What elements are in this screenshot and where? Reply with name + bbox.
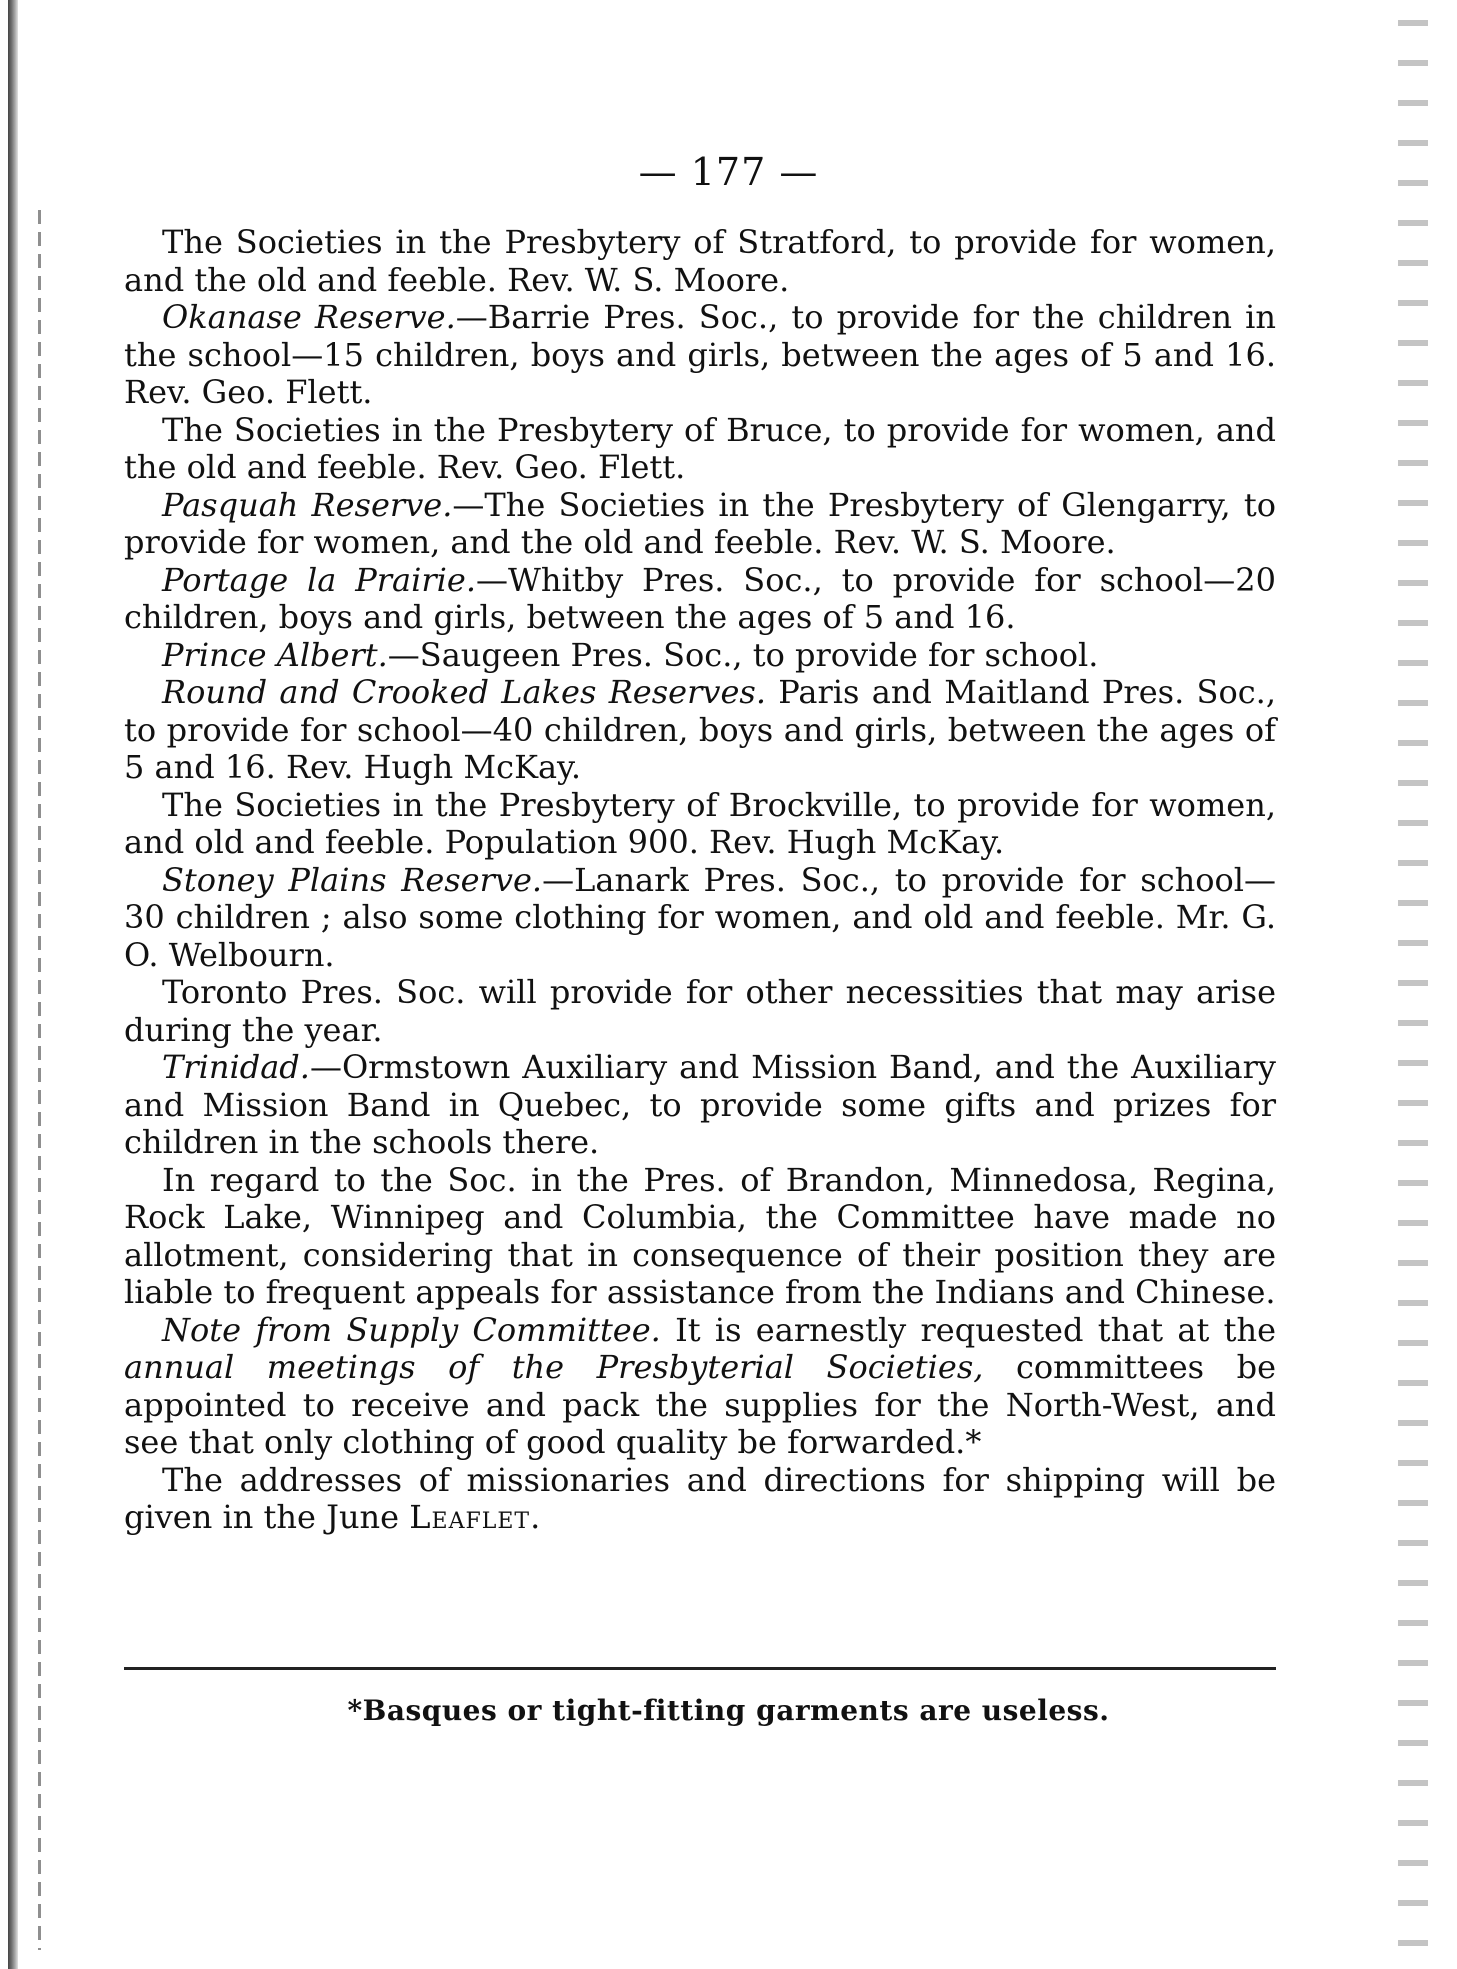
paragraph-supply-note (124, 1312, 1276, 1462)
paragraph-text: In regard to the Soc. in the Pres. of Brandon, Minnedosa, Regina, Rock Lake, Winnipeg and Columbia, the Committee have made no allotment, considering that in consequence of their position they are liable to frequent appeals for assistance from the Indians and Chinese. (124, 1160, 1276, 1311)
note-text: It is earnestly requested that at the (660, 1310, 1277, 1349)
reserve-label: Pasquah Reserve. (162, 485, 453, 524)
paragraph-allotment (124, 1162, 1276, 1312)
paragraph-text: —The Societies in the Presbytery of Glengarry, to provide for women, and the old and feeble. Rev. W. S. Moore. (124, 485, 1277, 561)
paragraph-text: —Saugeen Pres. Soc., to provide for school. (387, 635, 1099, 674)
paragraph-text: The Societies in the Presbytery of Bruce, to provide for women, and the old and feeble. Rev. Geo. Flett. (124, 410, 1276, 486)
reserve-label: Stoney Plains Reserve. (162, 860, 543, 899)
paragraph-text: The Societies in the Presbytery of Brockville, to provide for women, and old and feeble. Population 900. Rev. Hugh McKay. (124, 785, 1276, 861)
paragraph-text: —Lanark Pres. Soc., to provide for school—30 children ; also some clothing for women, and old and feeble. Mr. G. O. Welbourn. (124, 860, 1277, 974)
paragraph-text: —Ormstown Auxiliary and Mission Band, and the Auxiliary and Mission Band in Quebec, to provide some gifts and prizes for children in the schools there. (124, 1048, 1276, 1161)
reserve-label: Portage la Prairie. (162, 560, 477, 599)
paragraph-trinidad (124, 1049, 1276, 1162)
paragraph-stoney-plains (124, 862, 1276, 975)
paragraph-text: The Societies in the Presbytery of Stratford, to provide for women, and the old and feeble. Rev. W. S. Moore. (124, 223, 1276, 299)
leaflet-small-caps: Leaflet (409, 1498, 531, 1536)
paragraph-round-crooked (124, 674, 1276, 787)
paragraph-okanase (124, 299, 1276, 412)
paragraph-text: Toronto Pres. Soc. will provide for other necessities that may arise during the year. (124, 973, 1276, 1049)
paragraph-stratford (124, 224, 1276, 299)
note-text: committees be appointed to receive and pack the supplies for the North-West, and see that only clothing of good quality be forwarded.* (124, 1348, 1277, 1461)
closing-period: . (530, 1498, 541, 1536)
scan-margin-specks (1398, 20, 1428, 1960)
paragraph-text: —Whitby Pres. Soc., to provide for school—20 children, boys and girls, between the ages of 5 and 16. (124, 560, 1277, 636)
reserve-label: Okanase Reserve. (162, 298, 456, 336)
footnote: *Basques or tight-fitting garments are useless. (347, 1694, 1110, 1727)
reserve-label: Trinidad. (162, 1048, 310, 1086)
paragraph-text: —Barrie Pres. Soc., to provide for the children in the school—15 children, boys and girls, between the ages of 5 and 16. Rev. Geo. Flett. (124, 298, 1277, 411)
paragraph-pasquah (124, 487, 1276, 562)
paragraph-brockville (124, 787, 1276, 862)
footnote-divider (124, 1667, 1276, 1670)
binding-edge (8, 0, 18, 1969)
paragraph-closing (124, 1462, 1276, 1537)
paragraph-text: Paris and Maitland Pres. Soc., to provide for school—40 children, boys and girls, between the ages of 5 and 16. Rev. Hugh McKay. (124, 673, 1276, 786)
paragraph-prince-albert (124, 637, 1276, 675)
paragraph-portage (124, 562, 1276, 637)
note-label: Note from Supply Committee. (162, 1310, 661, 1349)
reserve-label: Round and Crooked Lakes Reserves. (162, 673, 766, 711)
paragraph-toronto (124, 974, 1276, 1049)
paragraph-bruce (124, 412, 1276, 487)
binding-edge-shadow (38, 210, 41, 1950)
reserve-label: Prince Albert. (162, 635, 388, 674)
page-number: — 177 — (638, 150, 819, 194)
closing-text: The addresses of missionaries and directions for shipping will be given in the June (124, 1460, 1276, 1536)
body-text (124, 224, 1276, 1537)
note-italic-text: annual meetings of the Presbyterial Societies, (124, 1348, 984, 1386)
